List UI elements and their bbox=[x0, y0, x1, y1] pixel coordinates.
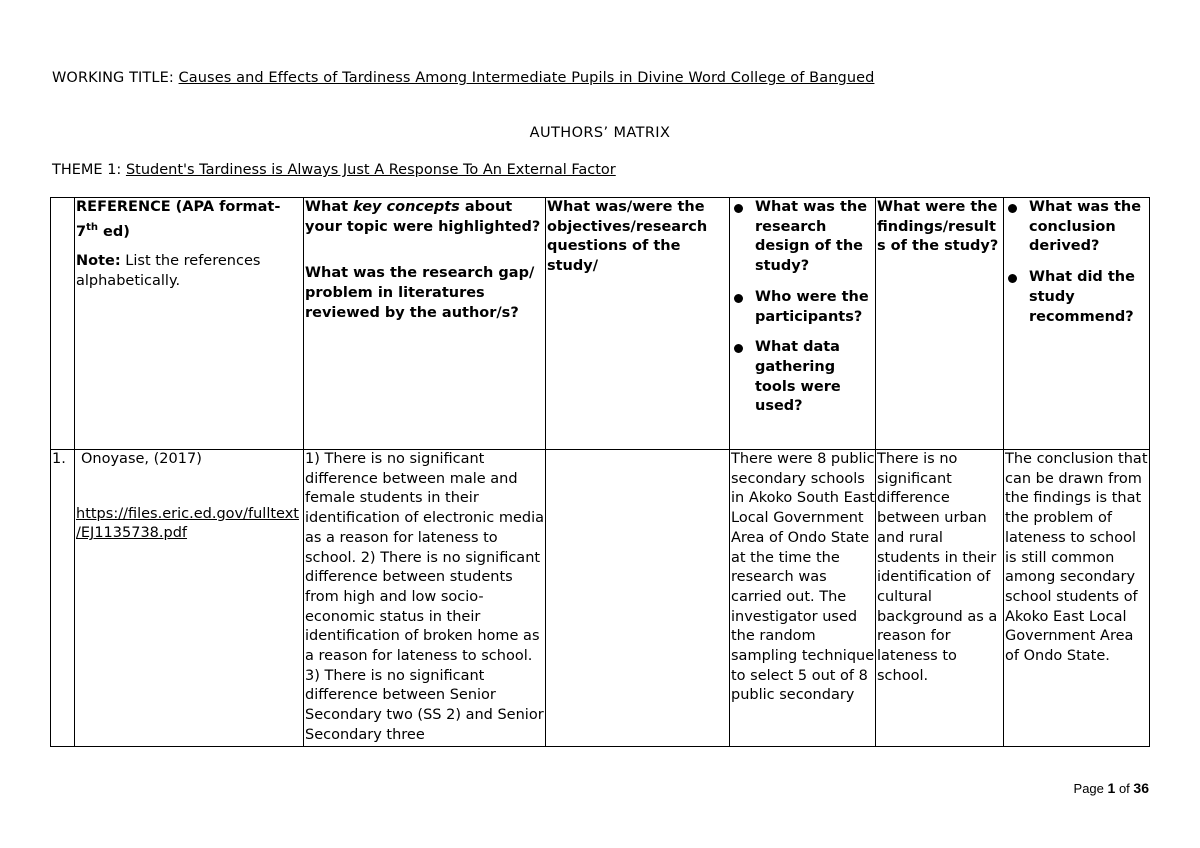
table-row bbox=[51, 450, 1150, 747]
header-objectives-cell: What was/were the objectives/research questions of the study/ bbox=[546, 198, 730, 450]
row-findings-cell: There is no significant difference between urban and rural students in their identification of cultural background as a reason for lateness to school. bbox=[876, 450, 1004, 747]
row-conclusion-cell: The conclusion that can be drawn from the findings is that the problem of lateness to school is still common among secondary school students of Akoko East Local Government Area of Ondo State. bbox=[1004, 450, 1150, 747]
theme-title: Student's Tardiness is Always Just A Response To An External Factor bbox=[125, 162, 616, 178]
design-questions-list bbox=[731, 198, 875, 417]
total-pages: 36 bbox=[1133, 780, 1149, 796]
reference-citation: Onoyase, (2017) bbox=[81, 451, 202, 467]
current-page: 1 bbox=[1107, 780, 1116, 796]
reference-link[interactable]: https://files.eric.ed.gov/fulltext/EJ1135738.pdf bbox=[76, 505, 299, 542]
row-reference-cell bbox=[75, 450, 304, 747]
theme-label: THEME 1: bbox=[52, 162, 122, 178]
header-design-cell bbox=[730, 198, 876, 450]
header-conclusion-cell bbox=[1004, 198, 1150, 450]
concepts-question: What key concepts about your topic were highlighted? bbox=[305, 199, 541, 235]
header-reference-cell bbox=[75, 198, 304, 450]
reference-link-wrap bbox=[76, 505, 303, 544]
row-design-cell: There were 8 public secondary schools in Akoko South East Local Government Area of Ondo State at the time the research was carried out. The investigator used the random sampling technique to select 5 out of 8 public secondary bbox=[730, 450, 876, 747]
header-concepts-cell bbox=[304, 198, 546, 450]
row-objectives-cell bbox=[546, 450, 730, 747]
row-concepts-cell: 1) There is no significant difference between male and female students in their identification of electronic media as a reason for lateness to school. 2) There is no significant difference between students from high and low socio-economic status in their identification of broken home as a reason for lateness to school. 3) There is no significant difference between Senior Secondary two (SS 2) and Senior Secondary three bbox=[304, 450, 546, 747]
conclusion-questions-list bbox=[1005, 198, 1149, 327]
recommend-question-item: What did the study recommend? bbox=[1005, 268, 1149, 327]
header-number-cell bbox=[51, 198, 75, 450]
working-title-label: WORKING TITLE: bbox=[52, 70, 174, 86]
page-number: Page 1 of 36 bbox=[1073, 780, 1149, 796]
header-findings-cell: What were the findings/results of the study? bbox=[876, 198, 1004, 450]
working-title: Causes and Effects of Tardiness Among Intermediate Pupils in Divine Word College of Bangued bbox=[178, 70, 875, 86]
working-title-line bbox=[52, 70, 874, 86]
reference-heading: REFERENCE (APA format- 7th ed) bbox=[76, 199, 281, 240]
gap-question: What was the research gap/ problem in literatures reviewed by the author/s? bbox=[305, 265, 535, 321]
reference-note: Note: List the references alphabetically. bbox=[76, 253, 261, 289]
row-number: 1. bbox=[51, 450, 75, 747]
participants-question-item: Who were the participants? bbox=[731, 288, 875, 327]
table-header-row bbox=[51, 198, 1150, 450]
authors-matrix-table bbox=[50, 197, 1150, 747]
matrix-title: AUTHORS’ MATRIX bbox=[529, 125, 671, 141]
conclusion-question-item: What was the conclusion derived? bbox=[1005, 198, 1149, 257]
design-question-item: What was the research design of the study? bbox=[731, 198, 875, 277]
tools-question-item: What data gathering tools were used? bbox=[731, 338, 875, 417]
theme-line bbox=[52, 162, 616, 178]
